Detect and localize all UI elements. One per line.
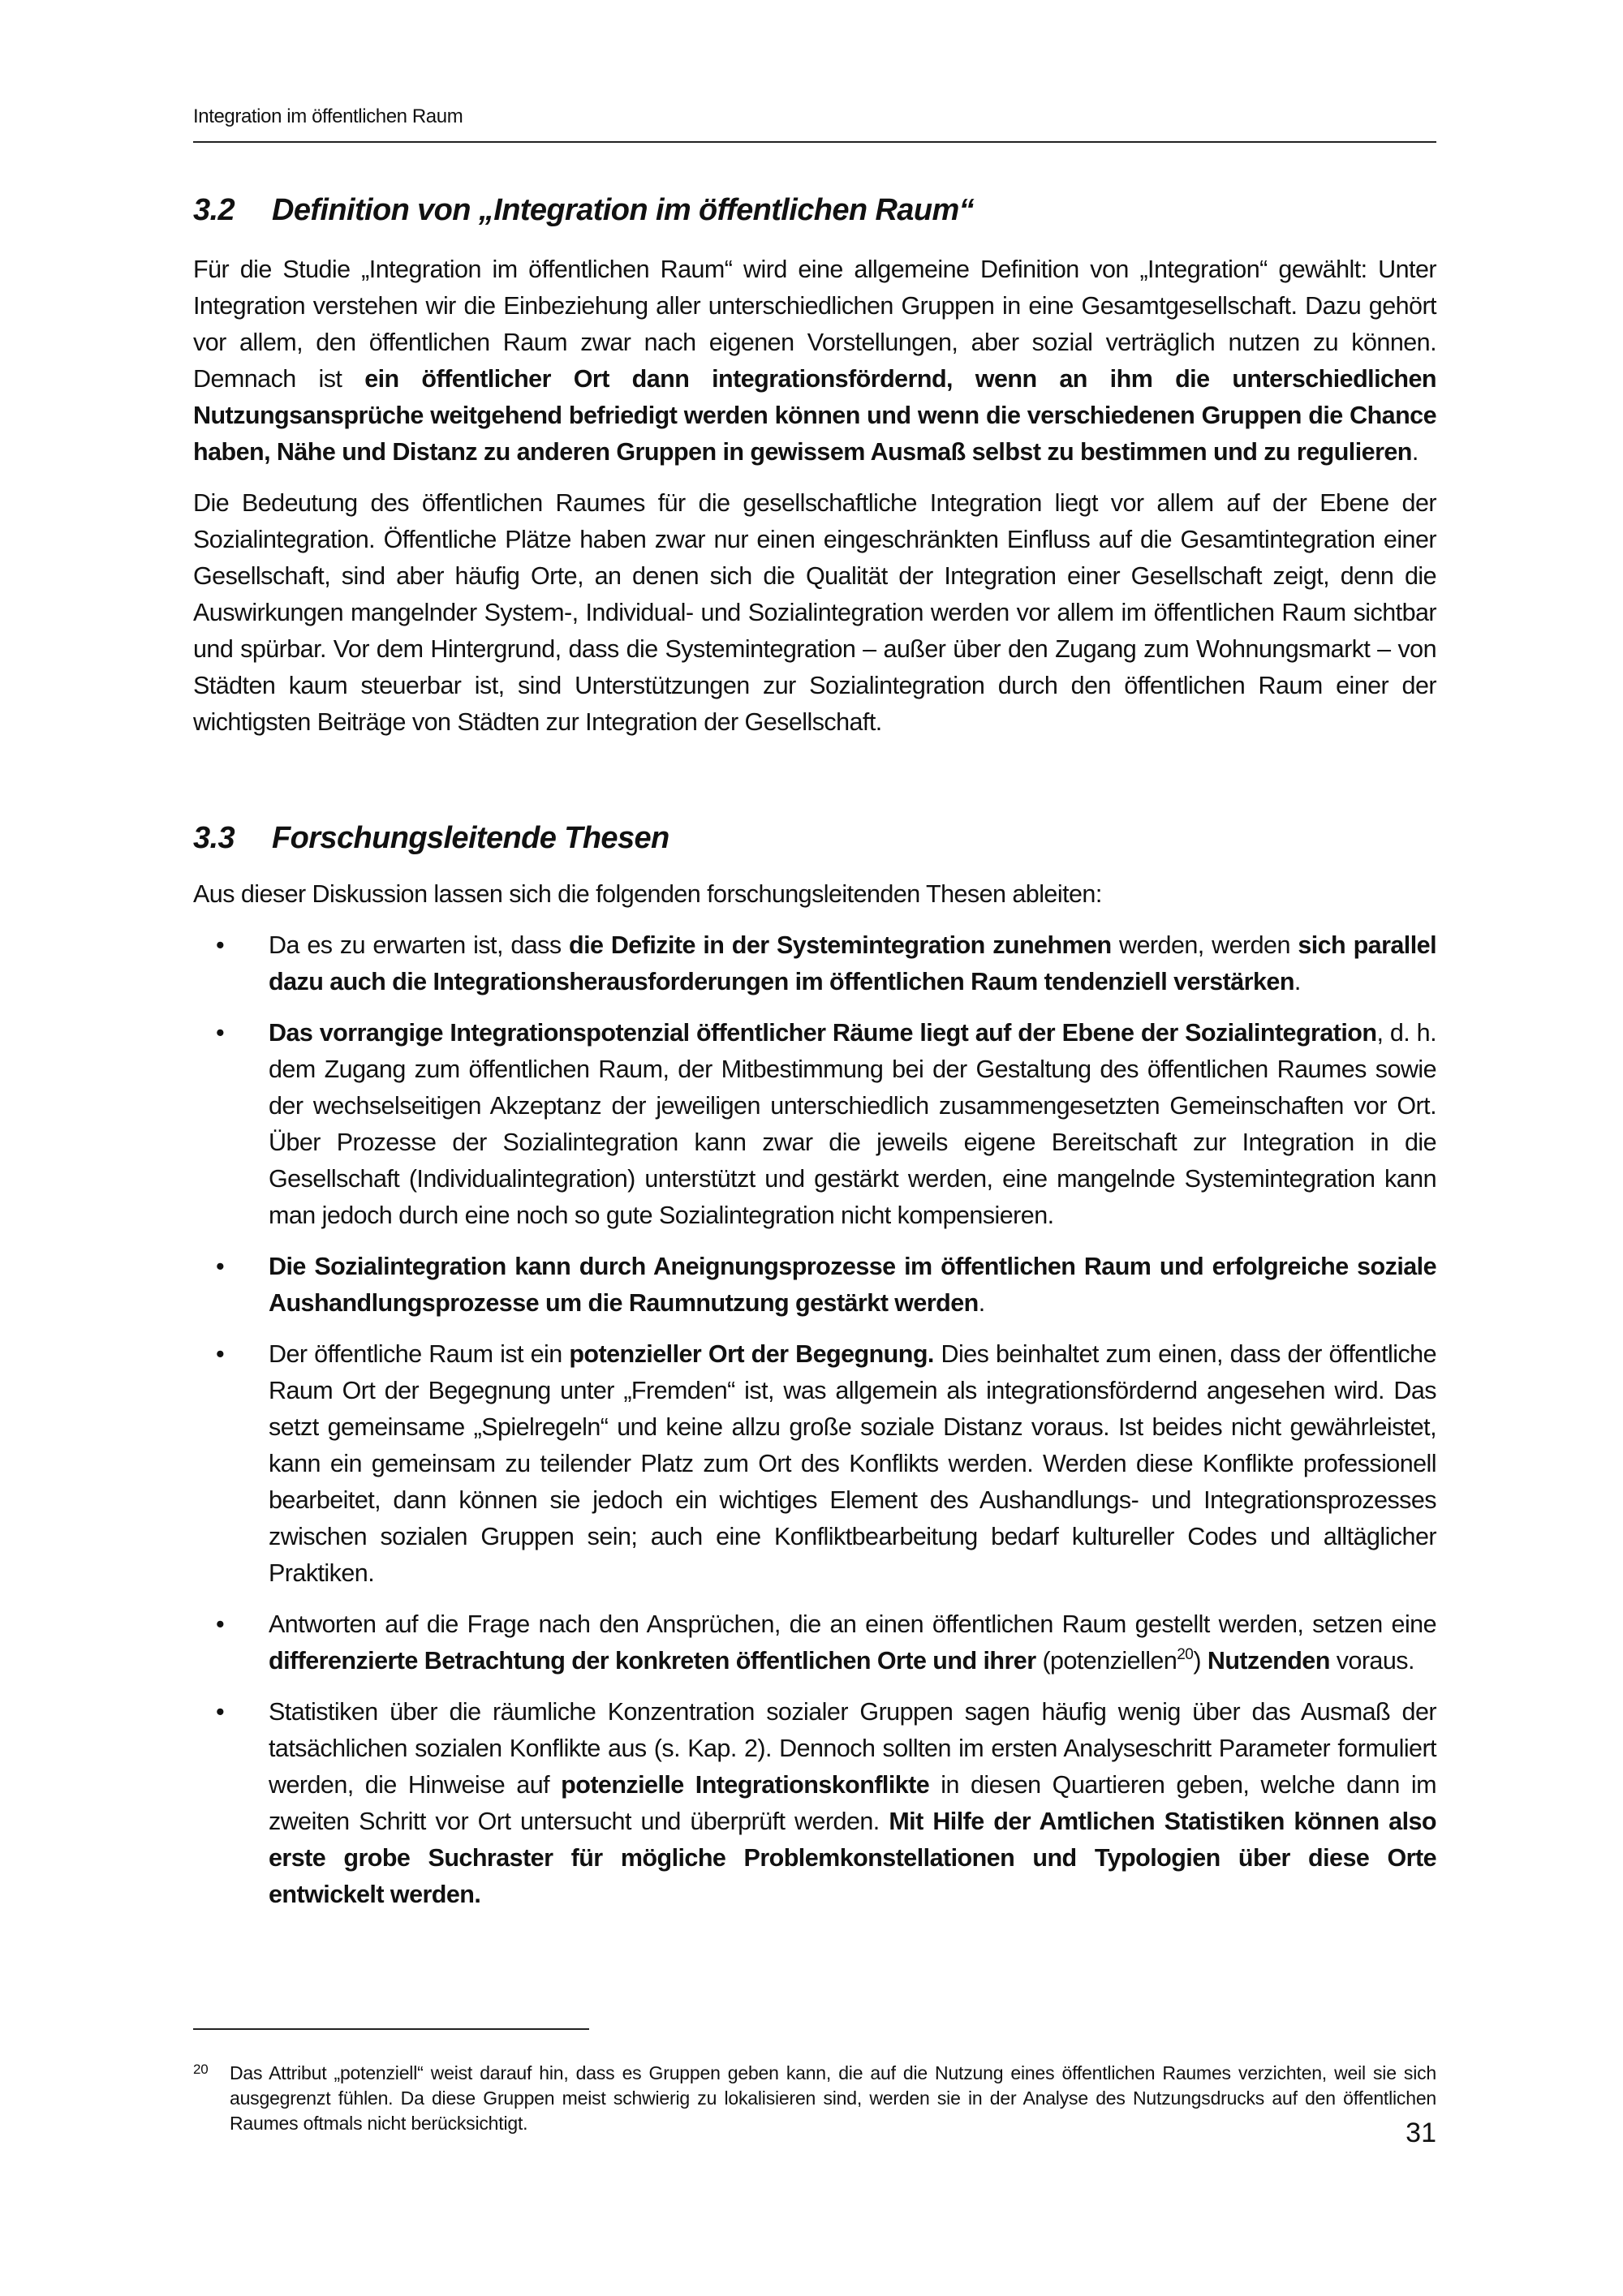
- list-item: • Der öffentliche Raum ist ein potenzieller Ort der Begegnung. Dies beinhaltet zum einen, dass der öffentliche Raum Ort der Begegnung unter „Fremden“ ist, was allgemein als integrationsfördernd angesehen wird. Das setzt gemeinsame „Spielregeln“ und keine allzu große soziale Distanz voraus. Ist beides nicht gewährleistet, kann ein gemeinsam zu teilender Platz zum Ort des Konflikts werden. Werden diese Konflikte professionell bearbeitet, dann können sie jedoch ein wichtiges Element des Aushandlungs- und Integrationsprozesses zwischen sozialen Gruppen sein; auch eine Konfliktbearbeitung bedarf kultureller Codes und alltäglicher Praktiken.: [193, 1336, 1436, 1592]
- list-item: • Da es zu erwarten ist, dass die Defizite in der Systemintegration zunehmen werden, werden sich parallel dazu auch die Integrationsherausforderungen im öffentlichen Raum tendenziell verstärken.: [193, 927, 1436, 1000]
- footnote-reference[interactable]: 20: [1177, 1646, 1194, 1663]
- intro-paragraph: Aus dieser Diskussion lassen sich die folgenden forschungsleitenden Thesen ableiten:: [193, 880, 1102, 908]
- footnote-number: 20: [193, 2062, 209, 2077]
- section-3-3-body: [193, 876, 1436, 1928]
- bullet-icon: •: [216, 1340, 225, 1368]
- section-title: Forschungsleitende Thesen: [272, 821, 669, 855]
- section-3-2-body: [193, 252, 1436, 755]
- bullet-icon: •: [216, 931, 225, 959]
- list-item: • Das vorrangige Integrationspotenzial öffentlicher Räume liegt auf der Ebene der Sozialintegration, d. h. dem Zugang zum öffentlichen Raum, der Mitbestimmung bei der Gestaltung des öffentlichen Raumes sowie der wechselseitigen Akzeptanz der jeweiligen unterschiedlich zusammengesetzten Gemeinschaften vor Ort. Über Prozesse der Sozialintegration kann zwar die jeweils eigene Bereitschaft zur Integration in die Gesellschaft (Individualintegration) unterstützt und gestärkt werden, eine mangelnde Systemintegration kann man jedoch durch eine noch so gute Sozialintegration nicht kompensieren.: [193, 1015, 1436, 1234]
- footnote-separator: [193, 2028, 589, 2030]
- bullet-icon: •: [216, 1698, 225, 1726]
- list-item: • Antworten auf die Frage nach den Ansprüchen, die an einen öffentlichen Raum gestellt werden, setzen eine differenzierte Betrachtung der konkreten öffentlichen Orte und ihrer (potenziellen$^{20}$) Nutzenden voraus.: [193, 1606, 1436, 1679]
- theses-list: [193, 927, 1436, 1913]
- section-heading-3-3: [193, 821, 669, 856]
- bullet-icon: •: [216, 1019, 225, 1047]
- section-heading-3-2: [193, 193, 974, 228]
- paragraph: Für die Studie „Integration im öffentlichen Raum“ wird eine allgemeine Definition von „Integration“ gewählt: Unter Integration verstehen wir die Einbeziehung aller unterschiedlichen Gruppen in eine Gesamtgesellschaft. Dazu gehört vor allem, den öffentlichen Raum zwar nach eigenen Vorstellungen, aber sozial verträglich nutzen zu können. Demnach ist ein öffentlicher Ort dann integrationsfördernd, wenn an ihm die unterschiedlichen Nutzungsansprüche weitgehend befriedigt werden können und wenn die verschiedenen Gruppen die Chance haben, Nähe und Distanz zu anderen Gruppen in gewissem Ausmaß selbst zu bestimmen und zu regulieren.: [193, 256, 1436, 466]
- list-item: • Statistiken über die räumliche Konzentration sozialer Gruppen sagen häufig wenig über das Ausmaß der tatsächlichen sozialen Konflikte aus (s. Kap. 2). Dennoch sollten im ersten Analyseschritt Parameter formuliert werden, die Hinweise auf potenzielle Integrationskonflikte in diesen Quartieren geben, welche dann im zweiten Schritt vor Ort untersucht und überprüft werden. Mit Hilfe der Amtlichen Statistiken können also erste grobe Suchraster für mögliche Problemkonstellationen und Typologien über diese Orte entwickelt werden.: [193, 1694, 1436, 1913]
- section-title: Definition von „Integration im öffentlichen Raum“: [272, 193, 975, 227]
- bullet-icon: •: [216, 1253, 225, 1280]
- bullet-icon: •: [216, 1610, 225, 1638]
- footnote: [193, 2061, 1436, 2136]
- paragraph: Die Bedeutung des öffentlichen Raumes für die gesellschaftliche Integration liegt vor allem auf der Ebene der Sozialintegration. Öffentliche Plätze haben zwar nur einen eingeschränkten Einfluss auf die Gesamtintegration einer Gesellschaft, sind aber häufig Orte, an denen sich die Qualität der Integration einer Gesellschaft zeigt, denn die Auswirkungen mangelnder System-, Individual- und Sozialintegration werden vor allem im öffentlichen Raum sichtbar und spürbar. Vor dem Hintergrund, dass die Systemintegration – außer über den Zugang zum Wohnungsmarkt – von Städten kaum steuerbar ist, sind Unterstützungen zur Sozialintegration durch den öffentlichen Raum einer der wichtigsten Beiträge von Städten zur Integration der Gesellschaft.: [193, 489, 1436, 736]
- footnote-text: Das Attribut „potenziell“ weist darauf hin, dass es Gruppen geben kann, die auf die Nutzung eines öffentlichen Raumes verzichten, weil sie sich ausgegrenzt fühlen. Da diese Gruppen meist schwierig zu lokalisieren sind, werden sie in der Analyse des Nutzungsdrucks auf den öffentlichen Raumes oftmals nicht berücksichtigt.: [230, 2062, 1436, 2134]
- running-header: Integration im öffentlichen Raum: [193, 105, 1436, 143]
- list-item: • Die Sozialintegration kann durch Aneignungsprozesse im öffentlichen Raum und erfolgreiche soziale Aushandlungsprozesse um die Raumnutzung gestärkt werden.: [193, 1249, 1436, 1322]
- section-number: 3.2: [193, 193, 235, 227]
- section-number: 3.3: [193, 821, 235, 855]
- page-number: 31: [1406, 2118, 1436, 2148]
